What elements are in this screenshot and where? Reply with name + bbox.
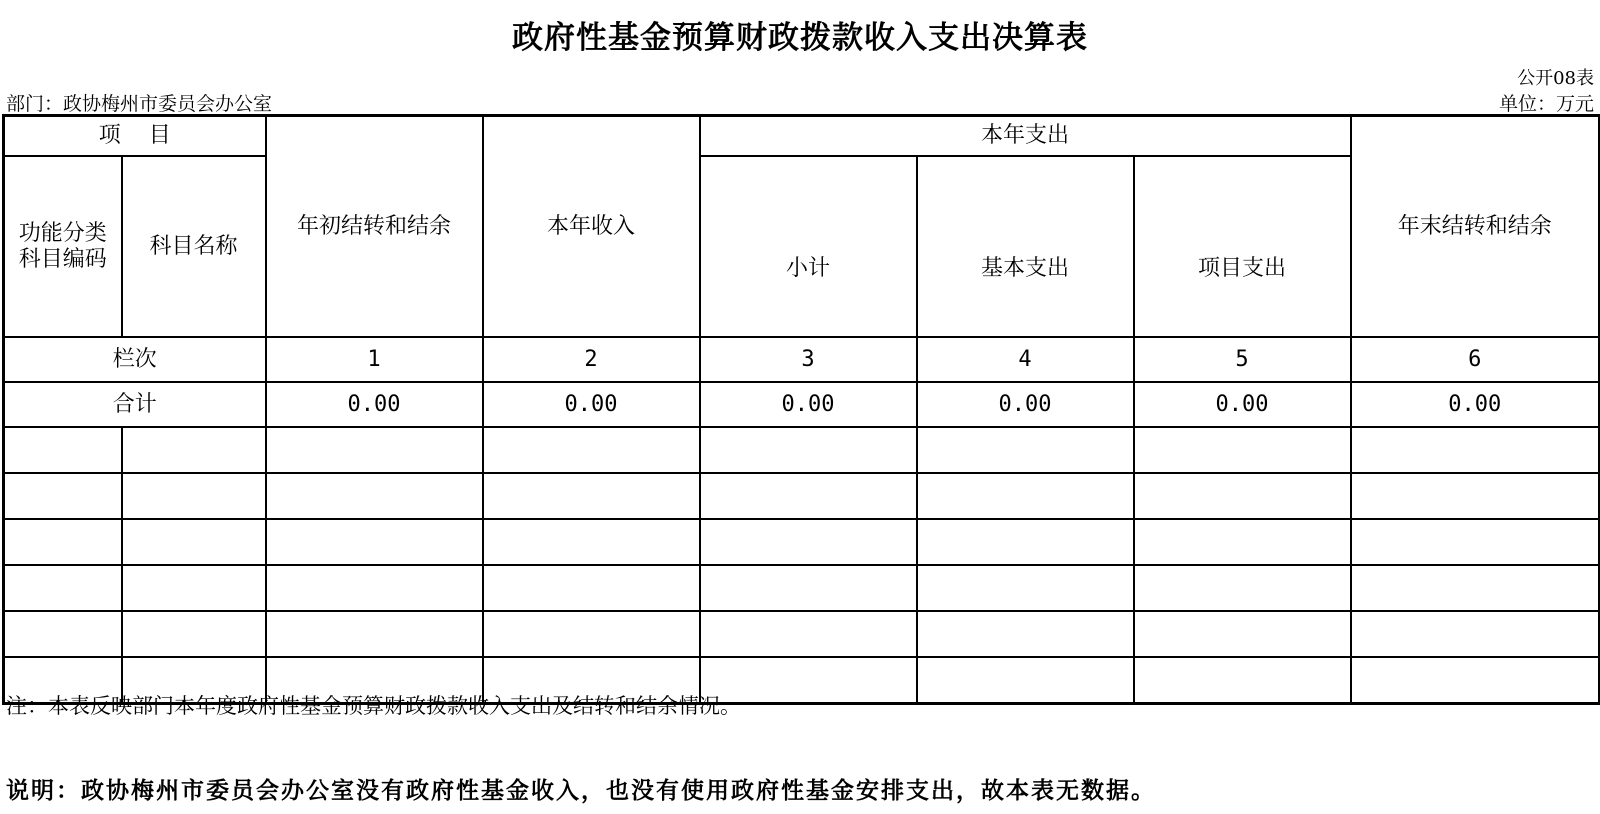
department-label: 部门：政协梅州市委员会办公室 [6,93,273,115]
table-row [4,427,1600,473]
table-row [4,611,1600,657]
column-number-row [4,337,1600,382]
page-title: 政府性基金预算财政拨款收入支出决算表 [512,20,1088,56]
total-value: 0.00 [266,382,483,427]
table-note: 注：本表反映部门本年度政府性基金预算财政拨款收入支出及结转和结余情况。 [6,694,741,718]
explanation-note: 说明：政协梅州市委员会办公室没有政府性基金收入，也没有使用政府性基金安排支出，故本表无数据。 [6,777,1156,804]
header-func-code: 功能分类科目编码 [4,156,122,337]
header-item: 项 目 [4,116,266,157]
header-income: 本年收入 [483,116,700,338]
total-label: 合计 [4,382,266,427]
header-begin-balance: 年初结转和结余 [266,116,483,338]
total-value: 0.00 [917,382,1134,427]
column-number: 4 [917,337,1134,382]
form-number: 公开08表 [1517,68,1594,89]
header-project-expense: 项目支出 [1134,156,1351,337]
table-row [4,473,1600,519]
total-value: 0.00 [1134,382,1351,427]
table-row [4,565,1600,611]
total-value: 0.00 [483,382,700,427]
header-subtotal: 小计 [700,156,917,337]
header-expense-group: 本年支出 [700,116,1351,157]
table-row [4,519,1600,565]
total-row [4,382,1600,427]
column-number-label: 栏次 [4,337,266,382]
total-value: 0.00 [1351,382,1600,427]
column-number: 6 [1351,337,1600,382]
header-basic-expense: 基本支出 [917,156,1134,337]
total-value: 0.00 [700,382,917,427]
header-subject-name: 科目名称 [122,156,266,337]
column-number: 1 [266,337,483,382]
column-number: 5 [1134,337,1351,382]
unit-label: 单位：万元 [1498,93,1594,115]
column-number: 2 [483,337,700,382]
column-number: 3 [700,337,917,382]
header-end-balance: 年末结转和结余 [1351,116,1600,338]
budget-table [2,114,1600,705]
